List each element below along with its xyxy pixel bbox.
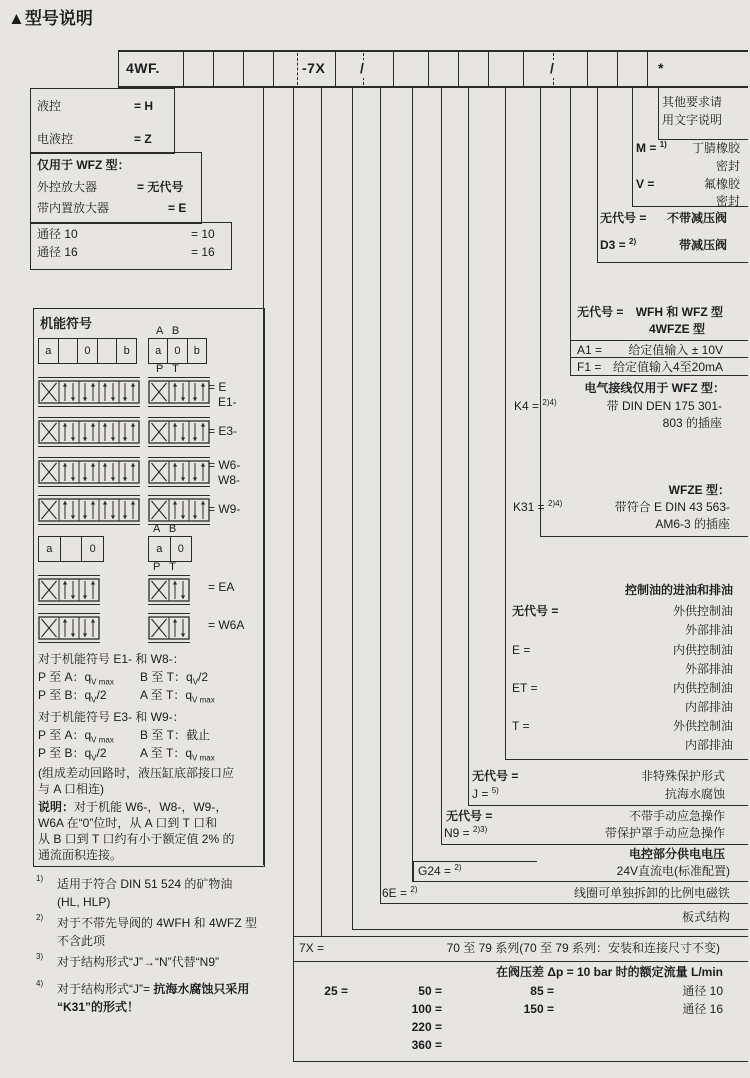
code-cell-series: -7X [302,60,326,76]
footnote-4-line-1: 对于结构形式“J”= 抗海水腐蚀只采用 [57,982,250,996]
reducing-d3-label: D3 = $^{2)}$ [600,237,637,252]
manual-none-value: 不带手动应急操作 [628,809,725,823]
electrical-wfze-header: WFZE 型： [668,483,730,497]
valve-symbol-e-wide [38,376,140,413]
electrical-k31-value-2: AM6-3 的插座 [655,517,730,531]
electrical-k4-value-2: 803 的插座 [662,416,722,430]
flow-header: 在阀压差 Δp = 10 bar 时的额定流量 L/min [496,965,723,979]
mech-q2-a: P 至 B：$q_V/2$ [38,688,107,705]
manual-n9-label: N9 = $^{2)3)}$ [444,825,488,840]
footnote-1-marker: 1) [36,874,44,883]
position-cell [58,339,78,363]
ladder-line [468,88,469,806]
protection-none-value: 非特殊保护形式 [640,769,725,783]
electrical-header: 电气接线仅用于 WFZ 型： [584,381,725,395]
mech-note-line-2: W6A 在“0”位时，从 A 口到 T 口和 [38,816,218,830]
ladder-line [597,88,598,263]
other-req-line1: 其他要求请 [662,95,723,109]
code-cell-divider [213,50,214,88]
control-oil-r4-value-2: 内部排油 [684,738,733,752]
position-box-left [38,338,137,364]
separator [441,844,748,845]
manual-n9-value: 带保护罩手动应急操作 [604,826,725,840]
symbol-label-e1: E1- [218,395,237,409]
separator [352,929,748,930]
valve-symbol-ea [148,574,190,611]
mech-paren-2: 与 A 口相连) [38,782,105,796]
ladder-line [570,88,571,376]
code-cell-divider [393,50,394,88]
protection-none-label: 无代号 = [472,769,519,783]
position-cell: 0 [81,537,103,561]
pilot-value-2: = Z [134,132,152,146]
size-value-2: = 16 [191,245,215,259]
position-cell: 0 [170,537,192,561]
separator [540,536,748,537]
control-oil-r2-value-2: 外部排油 [684,662,733,676]
seal-m-label: M = $^{1)}$ [636,140,667,155]
mech-note-line-1: 说明：对于机能 W6-，W8-，W9-， [38,800,228,814]
control-oil-r3-label: ET = [512,681,538,695]
footnote-4-line-2: “K31”的形式！ [57,1000,140,1014]
control-oil-r2-label: E = [512,643,531,657]
mech-title: 机能符号 [40,316,93,331]
ladder-line [632,88,633,207]
code-cell-divider [273,50,274,88]
seal-v-value-1: 氟橡胶 [703,177,740,191]
position-box-right [148,338,207,364]
separator [468,805,748,806]
reducing-d3-value: 带减压阀 [678,238,727,252]
code-cell-divider [428,50,429,88]
footnote-2-marker: 2) [36,913,44,922]
code-cell-prefix: 4WF. [126,60,160,76]
separator [293,936,748,937]
seal-v-label: V = [636,177,655,191]
position-cell: a [46,543,53,555]
flow-220: 220 = [411,1020,442,1034]
solenoid-label: 6E = $^{2)}$ [382,885,418,900]
valve-symbol-w9-wide [38,494,140,531]
code-cell-slash-1: / [360,60,365,76]
ladder-line [293,88,294,1062]
code-cell-divider [458,50,459,88]
page-title: ▲型号说明 [8,9,93,28]
mech-q1-b: B 至 T：$q_V/2$ [140,670,209,687]
amplifier-value-1: = 无代号 [137,180,184,194]
control-oil-r1-value-1: 外供控制油 [672,604,733,618]
code-cell-divider [243,50,244,88]
control-oil-r4-value-1: 外供控制油 [672,719,733,733]
footnote-2-line-2: 不含此项 [57,934,106,948]
code-cell-divider [183,50,184,88]
position-box-right-2 [148,536,192,562]
supply-g24-label: G24 = $^{2)}$ [418,863,462,878]
command-f1-label: F1 = [577,360,602,374]
control-oil-r2-value-1: 内供控制油 [672,643,733,657]
command-f1-value: 给定值输入4至20mA [612,360,723,374]
symbol-label-e3: = E3- [208,424,238,438]
command-a1-label: A1 = [577,343,603,357]
mech-note-line-4: 通流面积连接。 [38,848,123,862]
electrical-k4-value-1: 带 DIN DEN 175 301- [606,399,722,413]
footnote-2-line-1: 对于不带先导阀的 4WFH 和 4WFZ 型 [57,916,257,930]
code-cell-divider [335,50,336,88]
code-cell-star: * [658,60,664,76]
electrical-k31-value-1: 带符合 E DIN 43 563- [614,500,730,514]
separator [293,1061,748,1062]
position-cell: 0 [77,339,97,363]
ladder-line [505,88,506,760]
footnote-1-line-1: 适用于符合 DIN 51 524 的矿物油 [57,877,233,891]
ladder-line [321,88,322,936]
valve-symbol-w6a [148,612,190,649]
position-cell: a [156,543,163,555]
control-oil-r3-value-1: 内供控制油 [672,681,733,695]
flow-85: 85 = [530,984,554,998]
command-none-label: 无代号 = [577,305,624,319]
position-cell: 0 [167,339,186,363]
reducing-none-label: 无代号 = [600,211,647,225]
amplifier-label-1: 外控放大器 [37,180,98,194]
reducing-none-value: 不带减压阀 [666,211,727,225]
seal-m-value-2: 密封 [715,159,740,173]
command-none-value-1: WFH 和 WFZ 型 [635,305,723,319]
separator [505,759,748,760]
valve-symbol-w6a-wide [38,612,100,649]
control-oil-r1-label: 无代号 = [512,604,559,618]
ports-ab-label: A B [156,325,180,337]
symbol-label-ea: = EA [208,580,235,594]
ports-ab-label-2: A B [153,523,177,535]
control-oil-r4-label: T = [512,719,530,733]
mech-note-line-3: 从 B 口到 T 口约有小于额定值 2% 的 [38,832,235,846]
footnote-1-line-2: (HL, HLP) [57,895,111,909]
mech-note2-head: 对于机能符号 E3- 和 W9-： [38,710,185,724]
ladder-line [658,88,659,140]
plate-value: 板式结构 [681,910,730,924]
flow-25: 25 = [324,984,348,998]
command-none-value-2: 4WFZE 型 [649,322,705,336]
ladder-line [352,88,353,930]
code-dashed-divider [297,53,298,85]
electrical-k31-label: K31 = $^{2)4)}$ [513,499,563,514]
mech-q3-b: B 至 T：截止 [140,728,211,742]
supply-g24-value: 24V直流电(标准配置) [616,864,730,878]
amplifier-label-2: 带内置放大器 [37,201,110,215]
valve-symbol-w6 [148,456,210,493]
position-cell [97,339,117,363]
ladder-line [540,88,541,537]
code-cell-divider [617,50,618,88]
solenoid-value: 线圈可单独拆卸的比例电磁铁 [573,886,730,900]
symbol-label-w8: W8- [218,473,240,487]
ports-pt-label: P T [156,363,179,375]
position-cell: a [45,345,52,357]
separator [413,861,414,881]
footnote-3-line-1: 对于结构形式“J”→“N”代替“N9” [57,955,219,969]
size-label-2: 通径 16 [37,245,78,259]
symbol-label-e: = E [208,380,227,394]
size-value-1: = 10 [191,227,215,241]
position-cell: b [187,339,206,363]
pilot-value-1: = H [134,99,154,113]
mech-q4-b: A 至 T：$q_{V max}$ [140,746,215,763]
symbol-label-w9: = W9- [208,502,241,516]
code-cell-divider [523,50,524,88]
mech-q3-a: P 至 A：$q_{V max}$ [38,728,114,745]
pilot-label-1: 液控 [37,99,62,113]
ladder-line [412,88,413,882]
flow-size-16: 通径 16 [682,1002,723,1016]
seal-v-value-2: 密封 [715,194,740,208]
position-cell: a [155,345,162,357]
control-oil-r1-value-2: 外部排油 [684,623,733,637]
flow-150: 150 = [523,1002,554,1016]
mech-q2-b: A 至 T：$q_{V max}$ [140,688,215,705]
separator [570,375,748,376]
separator [597,262,748,263]
other-req-line2: 用文字说明 [662,113,723,127]
flow-100: 100 = [411,1002,442,1016]
position-box-left-2 [38,536,104,562]
code-cell-divider [118,50,119,88]
mech-paren-1: (组成差动回路时，液压缸底部接口应 [38,766,234,780]
flow-360: 360 = [411,1038,442,1052]
mech-q1-a: P 至 A：$q_{V max}$ [38,670,114,687]
mech-q4-a: P 至 B：$q_V/2$ [38,746,107,763]
electrical-k4-label: K4 = $^{2)4)}$ [514,398,557,413]
supply-header: 电控部分供电电压 [628,847,725,861]
separator [380,903,748,904]
valve-symbol-ea-wide [38,574,100,611]
amplifier-header: 仅用于 WFZ 型： [37,158,130,172]
amplifier-value-2: = E [168,201,187,215]
ladder-line [380,88,381,904]
seal-m-value-1: 丁腈橡胶 [691,141,740,155]
code-cell-divider [488,50,489,88]
manual-none-label: 无代号 = [446,809,493,823]
separator [412,881,748,882]
flow-50: 50 = [418,984,442,998]
position-cell: b [116,339,136,363]
separator [570,340,748,341]
symbol-label-w6: = W6- [208,458,241,472]
mech-note1-head: 对于机能符号 E1- 和 W8-： [38,652,185,666]
ladder-line [441,88,442,845]
valve-symbol-e3 [148,416,210,453]
valve-symbol-w6-wide [38,456,140,493]
symbol-label-w6a: = W6A [208,618,245,632]
code-cell-divider [647,50,648,88]
footnote-3-marker: 3) [36,952,44,961]
series-value: 70 至 79 系列(70 至 79 系列：安装和连接尺寸不变) [446,941,720,955]
flow-size-10: 通径 10 [682,984,723,998]
valve-symbol-e [148,376,210,413]
control-oil-r3-value-2: 内部排油 [684,700,733,714]
code-cell-divider [587,50,588,88]
footnote-4-marker: 4) [36,979,44,988]
protection-j-label: J = $^{5)}$ [472,786,499,801]
protection-j-value: 抗海水腐蚀 [664,787,725,801]
control-oil-header: 控制油的进油和排油 [624,583,733,597]
valve-symbol-e3-wide [38,416,140,453]
position-cell [60,537,82,561]
separator [413,861,537,862]
ports-pt-label-2: P T [153,561,176,573]
size-label-1: 通径 10 [37,227,78,241]
code-cell-slash-2: / [550,60,555,76]
command-a1-value: 给定值输入 ± 10V [628,343,723,357]
series-label: 7X = [299,941,325,955]
pilot-label-2: 电液控 [37,132,74,146]
separator [293,961,748,962]
